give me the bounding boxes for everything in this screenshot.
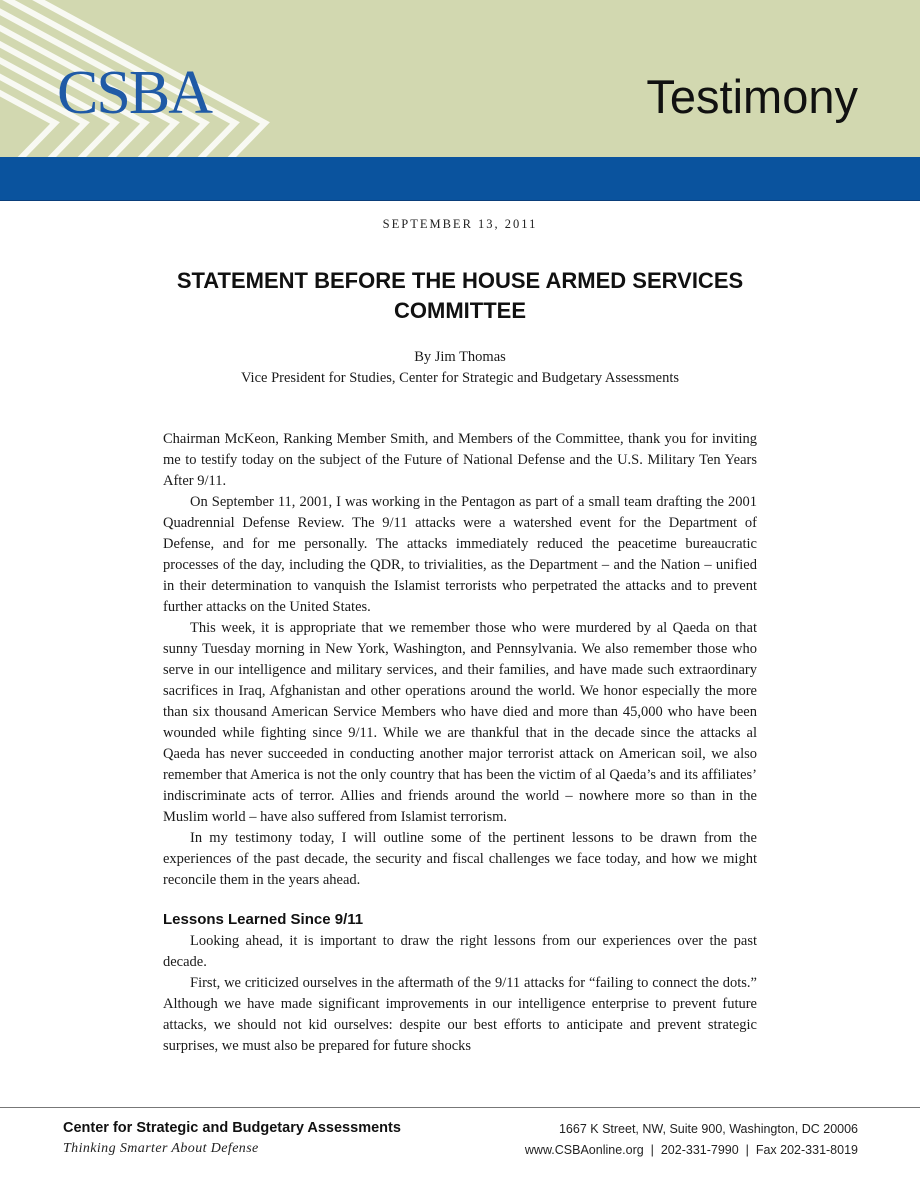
document-date: SEPTEMBER 13, 2011 bbox=[382, 217, 538, 231]
document-title: STATEMENT BEFORE THE HOUSE ARMED SERVICES COMMITTEE bbox=[176, 268, 744, 323]
header-blue-band bbox=[0, 157, 920, 200]
page-header bbox=[0, 0, 920, 157]
paragraph: Looking ahead, it is important to draw the right lessons from our experiences over the past decade. bbox=[163, 933, 757, 970]
paragraph: This week, it is appropriate that we remember those who were murdered by al Qaeda on that sunny Tuesday morning in New York, Washington, and Pennsylvania. We also remember those who serve in our intelligence and military services, and their families, and have made such extraordinary sacrifices in Iraq, Afghanistan and other operations around the world. We honor especially the more than six thousand American Service Members who have died and more than 45,000 who have been wounded while fighting since 9/11. While we are thankful that in the decade since the attacks al Qaeda has never succeeded in conducting another major terrorist attack on American soil, we also remember that America is not the only country that has been the victim of al Qaeda’s and its affiliates’ indiscriminate acts of terror. Allies and friends around the world – nowhere more so than in the Muslim world – have also suffered from Islamist terrorism. bbox=[163, 620, 757, 825]
paragraph: In my testimony today, I will outline some of the pertinent lessons to be drawn from the experiences of the past decade, the security and fiscal challenges we face today, and how we might reconcile them in the years ahead. bbox=[163, 830, 757, 888]
paragraph: First, we criticized ourselves in the aftermath of the 9/11 attacks for “failing to connect the dots.” Although we have made significant improvements in our intelligence enterprise to prevent future attacks, we should not kid ourselves: despite our best efforts to anticipate and prevent strategic surprises, we must also be prepared for future shocks bbox=[163, 975, 757, 1054]
author: By Jim Thomas bbox=[414, 349, 506, 365]
footer-address: 1667 K Street, NW, Suite 900, Washington, DC 20006 bbox=[558, 1122, 858, 1136]
author-affiliation: Vice President for Studies, Center for Strategic and Budgetary Assessments bbox=[240, 370, 680, 386]
body-text bbox=[163, 429, 757, 1057]
footer-divider bbox=[0, 1107, 920, 1108]
paragraph: Chairman McKeon, Ranking Member Smith, and Members of the Committee, thank you for inviting me to testify today on the subject of the Future of National Defense and the U.S. Military Ten Years After 9/11. bbox=[163, 431, 757, 489]
header-divider bbox=[0, 200, 920, 201]
csba-logo: CSBA bbox=[57, 59, 211, 127]
section-heading: Lessons Learned Since 9/11 bbox=[163, 911, 364, 928]
footer-contact: www.CSBAonline.org | 202-331-7990 | Fax 202-331-8019 bbox=[524, 1143, 858, 1157]
footer-org-name: Center for Strategic and Budgetary Assessments bbox=[63, 1120, 401, 1136]
paragraph: On September 11, 2001, I was working in the Pentagon as part of a small team drafting the 2001 Quadrennial Defense Review. The 9/11 attacks were a watershed event for the Department of Defense, and for me personally. The attacks immediately reduced the peacetime bureaucratic processes of the day, including the QDR, to trivialities, as the Department – and the Nation – unified in their determination to vanquish the Islamist terrorists who perpetrated the attacks and to prevent further attacks on the United States. bbox=[163, 494, 757, 615]
header-title: Testimony bbox=[646, 70, 858, 123]
footer-tagline: Thinking Smarter About Defense bbox=[63, 1141, 259, 1156]
byline bbox=[0, 347, 920, 389]
